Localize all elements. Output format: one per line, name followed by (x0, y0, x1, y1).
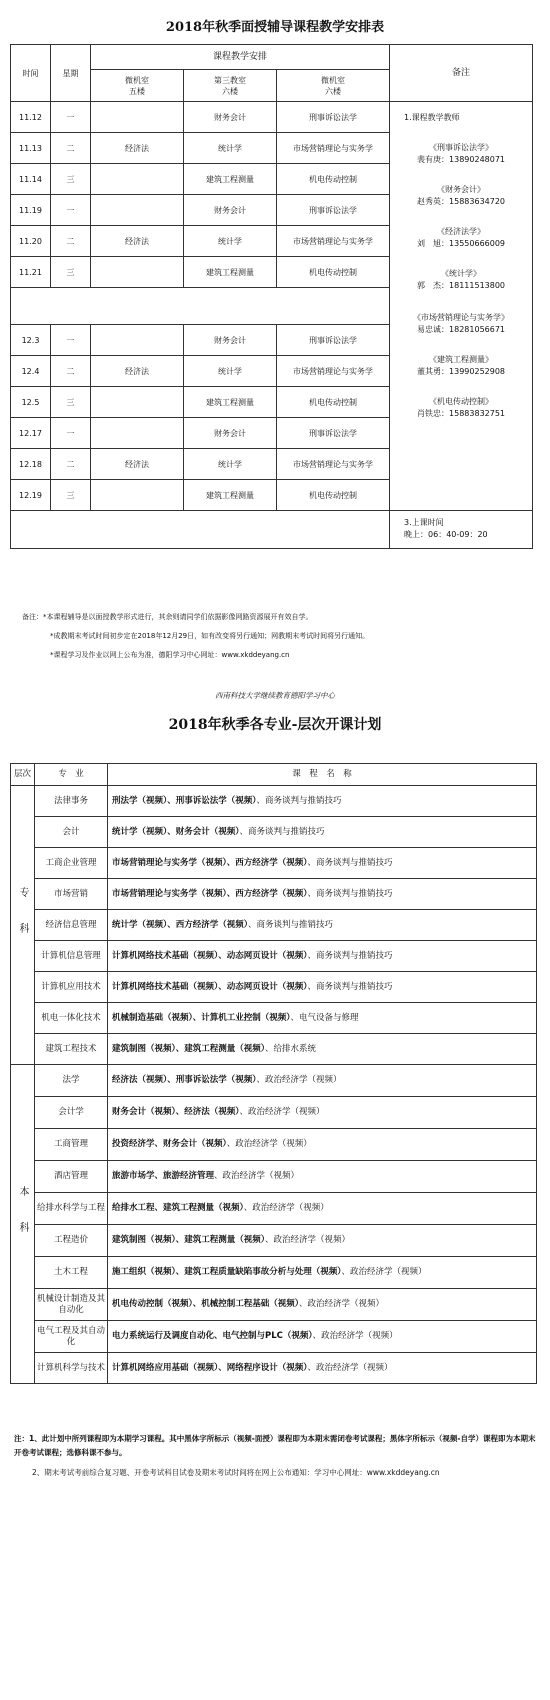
teachers-heading: 1.课程教学教师 (404, 113, 460, 122)
room2-course: 建筑工程测量 (184, 164, 277, 195)
weekday-cell: 一 (51, 418, 91, 449)
room2-course: 建筑工程测量 (184, 387, 277, 418)
required-courses: 机电传动控制（视频）、机械控制工程基础（视频） (112, 1299, 300, 1309)
plan-row (11, 848, 537, 879)
plan-row (11, 1003, 537, 1034)
room2-course: 建筑工程测量 (184, 480, 277, 511)
required-courses: 建筑制图（视频）、建筑工程测量（视频） (112, 1235, 266, 1245)
schedule-row (11, 102, 533, 133)
weekday-cell: 一 (51, 102, 91, 133)
teacher-contact: 刘 旭：13550666009 (417, 239, 506, 248)
room-header (184, 70, 277, 102)
major-header: 专 业 (35, 764, 108, 786)
other-courses: 、政治经济学（视频） (256, 1075, 342, 1085)
room1-course: 经济法 (91, 449, 184, 480)
date-cell: 11.12 (11, 102, 51, 133)
room3-course: 机电传动控制 (277, 480, 390, 511)
room1-course (91, 102, 184, 133)
teacher-course: 《机电传动控制》 (429, 397, 494, 406)
date-cell: 12.18 (11, 449, 51, 480)
room1-course (91, 325, 184, 356)
teacher-contact: 裴有庚：13890248071 (417, 155, 506, 164)
required-courses: 市场营销理论与实务学（视频）、西方经济学（视频） (112, 857, 308, 868)
teacher-entry (390, 312, 532, 336)
room3-course: 刑事诉讼法学 (277, 325, 390, 356)
other-courses: 、政治经济学（视频） (341, 1267, 427, 1277)
room1-course (91, 418, 184, 449)
room2-course: 统计学 (184, 449, 277, 480)
courses-cell (108, 910, 537, 941)
room1-course (91, 195, 184, 226)
courses-cell (108, 1003, 537, 1034)
teacher-course: 《刑事诉讼法学》 (429, 143, 494, 152)
required-courses: 计算机网络应用基础（视频）、网络程序设计（视频） (112, 1362, 308, 1373)
major-cell: 给排水科学与工程 (35, 1193, 108, 1225)
room-floor: 五楼 (129, 86, 145, 96)
level-cell (11, 1065, 35, 1384)
room2-course: 统计学 (184, 226, 277, 257)
room2-course: 财务会计 (184, 418, 277, 449)
room2-course: 财务会计 (184, 102, 277, 133)
teacher-contact: 董其勇：13990252908 (417, 367, 506, 376)
other-courses: 、商务谈判与推销技巧 (307, 857, 393, 868)
col-weekday-header: 星期 (51, 45, 91, 102)
org-name: 西南科技大学继续教育德阳学习中心 (215, 691, 335, 700)
room1-course (91, 164, 184, 195)
plan-header-row (11, 764, 537, 786)
plan-title: 2018年秋季各专业-层次开课计划 (168, 717, 382, 733)
plan-notes (14, 1432, 540, 1480)
plan-row (11, 1257, 537, 1289)
major-cell: 计算机信息管理 (35, 941, 108, 972)
other-courses: 、政治经济学（视频） (299, 1299, 385, 1309)
required-courses: 计算机网络技术基础（视频）、动态网页设计（视频） (112, 950, 308, 961)
teacher-entry (390, 396, 532, 420)
weekday-cell: 一 (51, 325, 91, 356)
weekday-cell: 一 (51, 195, 91, 226)
teacher-entry (390, 354, 532, 378)
room3-course: 市场营销理论与实务学 (277, 449, 390, 480)
major-cell: 建筑工程技术 (35, 1034, 108, 1065)
other-courses: 、给排水系统 (265, 1043, 317, 1054)
room-header (91, 70, 184, 102)
courses-cell (108, 1353, 537, 1384)
room-name: 微机室 (125, 75, 149, 85)
required-courses: 给排水工程、建筑工程测量（视频） (112, 1203, 244, 1213)
plan-row (11, 1321, 537, 1353)
room-floor: 六楼 (325, 86, 342, 96)
teacher-entry (390, 268, 532, 292)
other-courses: 、政治经济学（视频） (239, 1107, 325, 1117)
level-header: 层次 (11, 764, 35, 786)
required-courses: 旅游市场学、旅游经济管理 (112, 1171, 215, 1181)
required-courses: 经济法（视频）、刑事诉讼法学（视频） (112, 1075, 257, 1085)
room3-course: 刑事诉讼法学 (277, 195, 390, 226)
courses-cell (108, 848, 537, 879)
schedule-table (10, 44, 533, 549)
plan-row (11, 879, 537, 910)
room2-course: 财务会计 (184, 195, 277, 226)
room1-course: 经济法 (91, 133, 184, 164)
schedule-note: 备注：*本课程辅导是以面授教学形式进行，其余则请同学们依据影像网路资源展开有效自学。 (22, 613, 313, 621)
major-cell: 工商企业管理 (35, 848, 108, 879)
major-cell: 法律事务 (35, 786, 108, 817)
required-courses: 建筑制图（视频）、建筑工程测量（视频） (112, 1043, 266, 1054)
col-time-header: 时间 (11, 45, 51, 102)
plan-row (11, 1129, 537, 1161)
plan-row (11, 1353, 537, 1384)
required-courses: 统计学（视频）、西方经济学（视频） (112, 919, 249, 930)
other-courses: 、政治经济学（视频） (226, 1139, 312, 1149)
plan-row (11, 1065, 537, 1097)
major-cell: 机电一体化技术 (35, 1003, 108, 1034)
plan-row (11, 1225, 537, 1257)
other-courses: 、电气设备与修理 (290, 1012, 359, 1023)
room3-course: 刑事诉讼法学 (277, 102, 390, 133)
room2-course: 统计学 (184, 133, 277, 164)
room-floor: 六楼 (222, 86, 238, 96)
teacher-course: 《经济法学》 (437, 227, 486, 236)
room3-course: 刑事诉讼法学 (277, 418, 390, 449)
date-cell: 12.4 (11, 356, 51, 387)
schedule-note: *成教期末考试时间初步定在2018年12月29日，如有改变将另行通知；网教期末考试时间将另行通知。 (50, 632, 370, 640)
major-cell: 工程造价 (35, 1225, 108, 1257)
room3-course: 市场营销理论与实务学 (277, 356, 390, 387)
courses-cell (108, 1257, 537, 1289)
teacher-course: 《建筑工程测量》 (429, 355, 494, 364)
room3-course: 市场营销理论与实务学 (277, 133, 390, 164)
arrangement-header: 课程教学安排 (91, 45, 390, 70)
major-cell: 市场营销 (35, 879, 108, 910)
plan-note: 注：1、此计划中所列课程即为本期学习课程。其中黑体字所标示（视频-面授）课程即为本期末需闭卷考试课程；黑体字所标示（视频-自学）课程即为本期末开卷考试课程；选修科课不参与。 (14, 1434, 536, 1457)
plan-row (11, 817, 537, 848)
level-label: 本科 (17, 1186, 28, 1258)
schedule-header-row (11, 45, 533, 70)
courses-cell (108, 1129, 537, 1161)
room3-course: 机电传动控制 (277, 164, 390, 195)
date-cell: 12.19 (11, 480, 51, 511)
room2-course: 财务会计 (184, 325, 277, 356)
level-label: 专科 (17, 887, 28, 959)
date-cell: 12.3 (11, 325, 51, 356)
room1-course (91, 387, 184, 418)
other-courses: 、商务谈判与推销技巧 (256, 795, 342, 806)
teacher-contact: 肖铁忠：15883832751 (417, 409, 506, 418)
other-courses: 、政治经济学（视频） (307, 1362, 393, 1373)
courses-cell (108, 1034, 537, 1065)
room-header (277, 70, 390, 102)
courses-cell (108, 879, 537, 910)
room2-course: 建筑工程测量 (184, 257, 277, 288)
weekday-cell: 三 (51, 387, 91, 418)
date-cell: 11.21 (11, 257, 51, 288)
other-courses: 、商务谈判与推销技巧 (307, 950, 393, 961)
room3-course: 市场营销理论与实务学 (277, 226, 390, 257)
schedule-title: 2018年秋季面授辅导课程教学安排表 (165, 20, 385, 35)
teacher-entry (390, 142, 532, 166)
required-courses: 机械制造基础（视频）、计算机工业控制（视频） (112, 1012, 291, 1023)
weekday-cell: 三 (51, 257, 91, 288)
courses-cell (108, 1097, 537, 1129)
plan-row (11, 1161, 537, 1193)
schedule-notes (22, 608, 542, 665)
room3-course: 机电传动控制 (277, 257, 390, 288)
major-cell: 机械设计制造及其自动化 (35, 1289, 108, 1321)
date-cell: 12.5 (11, 387, 51, 418)
plan-row (11, 941, 537, 972)
other-courses: 、商务谈判与推销技巧 (248, 919, 334, 930)
required-courses: 市场营销理论与实务学（视频）、西方经济学（视频） (112, 888, 308, 899)
major-cell: 工商管理 (35, 1129, 108, 1161)
date-cell: 11.14 (11, 164, 51, 195)
required-courses: 刑法学（视频）、刑事诉讼法学（视频） (112, 795, 257, 806)
plan-row (11, 1289, 537, 1321)
weekday-cell: 二 (51, 356, 91, 387)
room-name: 微机室 (321, 75, 346, 85)
other-courses: 、政治经济学（视频） (243, 1203, 329, 1213)
teacher-contact: 易忠诚：18281056671 (417, 325, 506, 334)
courses-cell (108, 1225, 537, 1257)
other-courses: 、政治经济学（视频） (214, 1171, 300, 1181)
required-courses: 施工组织（视频）、建筑工程质量缺陷事故分析与处理（视频） (112, 1267, 342, 1277)
weekday-cell: 二 (51, 449, 91, 480)
courses-cell (108, 817, 537, 848)
schedule-empty-cell (11, 511, 390, 549)
weekday-cell: 三 (51, 164, 91, 195)
plan-row (11, 1034, 537, 1065)
weekday-cell: 二 (51, 133, 91, 164)
plan-row (11, 1097, 537, 1129)
major-cell: 土木工程 (35, 1257, 108, 1289)
required-courses: 电力系统运行及调度自动化、电气控制与PLC（视频） (112, 1331, 313, 1341)
courses-cell (108, 786, 537, 817)
teachers-remarks-cell (390, 102, 533, 511)
courses-cell (108, 1321, 537, 1353)
major-cell: 计算机应用技术 (35, 972, 108, 1003)
room-name: 第三教室 (214, 75, 246, 85)
weekday-cell: 二 (51, 226, 91, 257)
courses-cell (108, 972, 537, 1003)
room1-course (91, 257, 184, 288)
plan-row (11, 786, 537, 817)
major-cell: 法学 (35, 1065, 108, 1097)
major-cell: 电气工程及其自动化 (35, 1321, 108, 1353)
teacher-entry (390, 184, 532, 208)
plan-note: 2、期末考试考前综合复习题、开卷考试科目试卷及期末考试时间将在网上公布通知：学习中心网址：www.xkddeyang.cn (32, 1468, 440, 1477)
courses-header: 课 程 名 称 (108, 764, 537, 786)
teacher-course: 《市场营销理论与实务学》 (413, 313, 510, 322)
plan-row (11, 910, 537, 941)
other-courses: 、政治经济学（视频） (265, 1235, 351, 1245)
major-cell: 会计学 (35, 1097, 108, 1129)
major-cell: 会计 (35, 817, 108, 848)
required-courses: 投资经济学、财务会计（视频） (112, 1139, 227, 1149)
major-cell: 计算机科学与技术 (35, 1353, 108, 1384)
plan-row (11, 1193, 537, 1225)
other-courses: 、政治经济学（视频） (312, 1331, 398, 1341)
date-cell: 12.17 (11, 418, 51, 449)
teacher-contact: 郭 杰：18111513800 (417, 281, 506, 290)
room3-course: 机电传动控制 (277, 387, 390, 418)
class-time-block (390, 517, 532, 541)
major-cell: 酒店管理 (35, 1161, 108, 1193)
other-courses: 、商务谈判与推销技巧 (307, 981, 393, 992)
other-courses: 、商务谈判与推销技巧 (307, 888, 393, 899)
required-courses: 计算机网络技术基础（视频）、动态网页设计（视频） (112, 981, 308, 992)
class-time-heading: 3.上课时间 (404, 518, 444, 527)
teacher-entry (390, 226, 532, 250)
level-cell (11, 786, 35, 1065)
other-courses: 、商务谈判与推销技巧 (239, 826, 325, 837)
schedule-class-time-row (11, 511, 533, 549)
room1-course: 经济法 (91, 356, 184, 387)
courses-cell (108, 1193, 537, 1225)
weekday-cell: 三 (51, 480, 91, 511)
date-cell: 11.19 (11, 195, 51, 226)
room1-course: 经济法 (91, 226, 184, 257)
class-time-cell (390, 511, 533, 549)
plan-row (11, 972, 537, 1003)
room1-course (91, 480, 184, 511)
teacher-contact: 赵秀英：15883634720 (417, 197, 506, 206)
plan-table (10, 763, 537, 1384)
teacher-course: 《统计学》 (441, 269, 482, 278)
class-time-value: 晚上：06：40-09：20 (404, 530, 488, 539)
teacher-course: 《财务会计》 (437, 185, 486, 194)
courses-cell (108, 1289, 537, 1321)
schedule-note: *课程学习及作业以网上公布为准，德阳学习中心网址：www.xkddeyang.cn (50, 651, 290, 659)
required-courses: 统计学（视频）、财务会计（视频） (112, 826, 240, 837)
room2-course: 统计学 (184, 356, 277, 387)
courses-cell (108, 941, 537, 972)
schedule-spacer-cell (11, 288, 390, 325)
required-courses: 财务会计（视频）、经济法（视频） (112, 1107, 240, 1117)
date-cell: 11.20 (11, 226, 51, 257)
date-cell: 11.13 (11, 133, 51, 164)
courses-cell (108, 1161, 537, 1193)
major-cell: 经济信息管理 (35, 910, 108, 941)
remarks-header: 备注 (390, 45, 533, 102)
courses-cell (108, 1065, 537, 1097)
